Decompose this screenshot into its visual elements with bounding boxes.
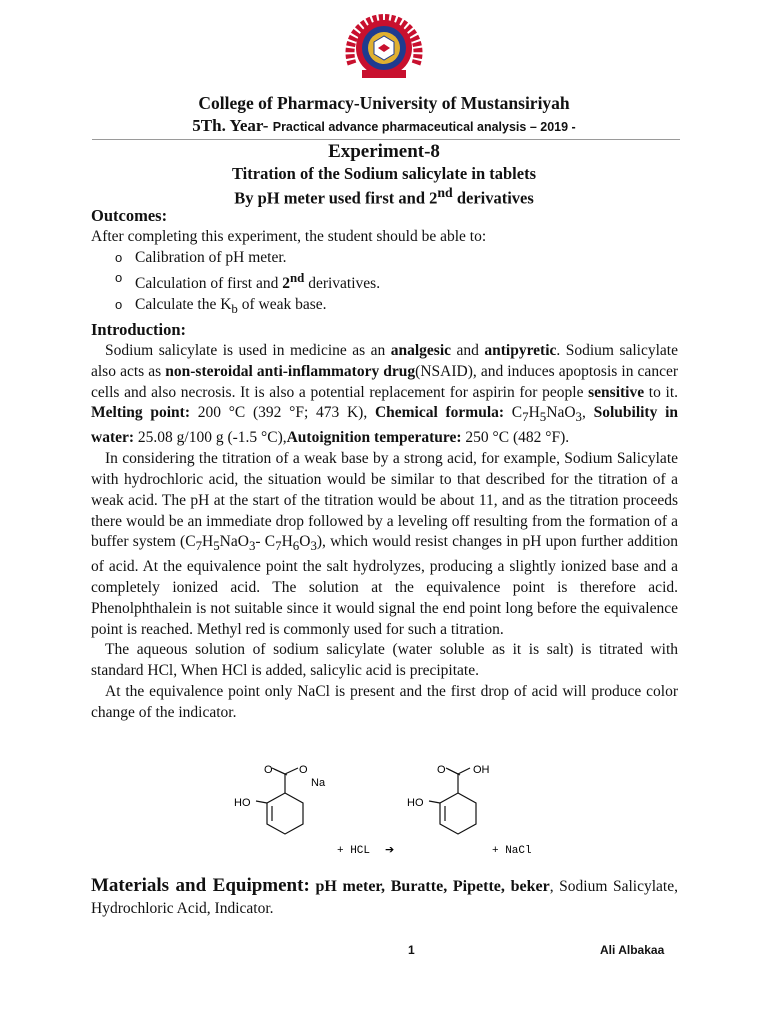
materials-heading: Materials and Equipment: bbox=[91, 875, 310, 896]
experiment-subtitle-2: By pH meter used first and 2nd derivatives bbox=[234, 185, 534, 208]
sodium-label: Na bbox=[311, 777, 326, 789]
introduction-heading: Introduction: bbox=[91, 320, 187, 340]
acid-carbonyl-oxygen-label: O bbox=[437, 764, 446, 776]
reaction-scheme bbox=[210, 756, 570, 866]
plus-nacl-label: + NaCl bbox=[492, 845, 532, 857]
phenol-hydroxyl-label: HO bbox=[407, 797, 424, 809]
university-seal-logo bbox=[344, 6, 424, 86]
author-name: Ali Albakaa bbox=[600, 943, 665, 957]
outcomes-list bbox=[91, 248, 678, 321]
outcomes-intro: After completing this experiment, the student should be able to: bbox=[91, 227, 487, 245]
salicylic-acid-structure bbox=[429, 768, 476, 834]
list-item: o Calculation of first and 2nd derivatives. bbox=[115, 268, 678, 295]
experiment-subtitle-1: Titration of the Sodium salicylate in tablets bbox=[231, 164, 537, 183]
hydroxyl-label: HO bbox=[234, 797, 251, 809]
acid-hydroxyl-label: OH bbox=[473, 764, 490, 776]
intro-paragraph-1: Sodium salicylate is used in medicine as an analgesic and antipyretic. Sodium salicylate also acts as non-steroidal anti-inflammatory drug(NSAID), and induces apoptosis in cancer cells and also necrosis. It is also a potential replacement for aspirin for people sensitive to it. Melting point: 200 °C (392 °F; 473 K), Chemical formula: $C_7H_5NaO_3$, Solubility in water: 25.08 g/100 g (-1.5 °C),Autoignition temperature: 250 °C (482 °F). bbox=[91, 342, 679, 447]
reaction-arrow-icon: ➔ bbox=[385, 844, 395, 856]
intro-paragraph-3: The aqueous solution of sodium salicylate (water soluble as it is salt) is titrated with standard HCl, When HCl is added, salicylic acid is precipitate. bbox=[91, 641, 678, 680]
materials-equipment: pH meter, Buratte, Pipette, beker bbox=[309, 878, 550, 895]
list-item: o Calculate the $K_b$ of weak base. bbox=[115, 295, 678, 320]
year-label: 5Th. Year- bbox=[192, 116, 269, 135]
list-item: o Calibration of pH meter. bbox=[115, 248, 678, 269]
course-title: Practical advance pharmaceutical analysis – 2019 - bbox=[272, 120, 576, 134]
outcomes-heading: Outcomes: bbox=[91, 206, 168, 225]
course-header bbox=[0, 116, 768, 136]
main-content bbox=[91, 206, 678, 724]
intro-paragraph-4: At the equivalence point only NaCl is present and the first drop of acid will produce color change of the indicator. bbox=[91, 682, 678, 721]
carbonyl-oxygen-label: O bbox=[264, 764, 273, 776]
plus-hcl-label: + HCL bbox=[337, 845, 371, 857]
college-header: College of Pharmacy-University of Mustansiriyah bbox=[198, 93, 570, 113]
carboxylate-oxygen-label: O bbox=[299, 764, 308, 776]
header-divider bbox=[92, 139, 680, 140]
materials-reagents: , Sodium Salicylate, Hydrochloric Acid, Indicator. bbox=[91, 878, 678, 917]
sodium-salicylate-structure bbox=[256, 768, 303, 834]
intro-paragraph-2: In considering the titration of a weak base by a strong acid, for example, Sodium Salicylate with hydrochloric acid, the situation would be similar to that described for the titration of a weak acid. The pH at the start of the titration would be about 11, and as the titration proceeds there would be an immediate drop followed by a leveling off resulting from the formation of a buffer system ($C_7H_5NaO_3-$ $C_7H_6O_3$), which would resist changes in pH upon further addition of acid. At the equivalence point the salt hydrolyzes, producing a slightly ionized base and a completely ionized acid. The solution at the equivalence point is therefore acid. Phenolphthalein is not suitable since it would signal the end point long before the equivalence point is reached. Methyl red is commonly used for such a titration. bbox=[91, 450, 679, 638]
experiment-title: Experiment-8 bbox=[328, 141, 440, 162]
materials-paragraph bbox=[91, 875, 678, 920]
page-number: 1 bbox=[408, 943, 415, 957]
